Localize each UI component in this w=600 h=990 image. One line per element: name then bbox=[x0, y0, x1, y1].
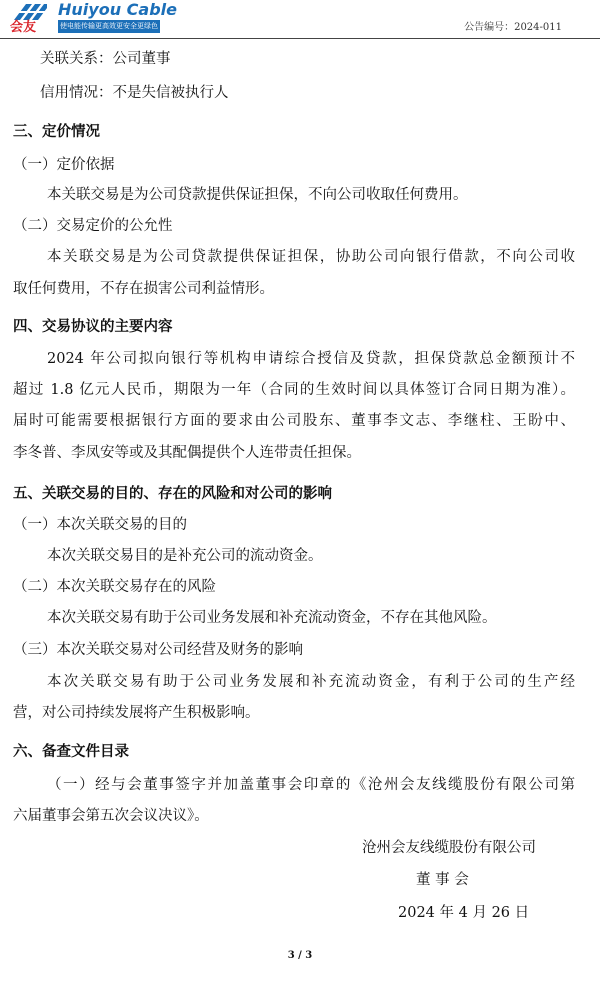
section-6-heading: 六、备查文件目录 bbox=[13, 744, 129, 760]
section-3-sub2-heading: （二）交易定价的公允性 bbox=[13, 218, 173, 234]
signature-company: 沧州会友线缆股份有限公司 bbox=[362, 840, 536, 856]
section-4-line1: 2024 年公司拟向银行等机构申请综合授信及贷款，担保贷款总金额预计不 bbox=[47, 351, 575, 367]
section-4-line4: 李冬普、李凤安等或及其配偶提供个人连带责任担保。 bbox=[13, 445, 361, 461]
section-3-sub1-text: 本关联交易是为公司贷款提供保证担保，不向公司收取任何费用。 bbox=[47, 187, 468, 203]
logo-slogan: 使电能传输更高效更安全更绿色 bbox=[58, 20, 160, 33]
section-3-sub2-text-line2: 取任何费用，不存在损害公司利益情形。 bbox=[13, 281, 274, 297]
company-logo bbox=[8, 0, 177, 36]
section-4-line2: 超过 1.8 亿元人民币，期限为一年（合同的生效时间以具体签订合同日期为准）。 bbox=[13, 382, 575, 398]
page-header bbox=[0, 0, 600, 44]
logo-wordmark: Huiyou Cable bbox=[58, 0, 177, 19]
section-5-sub3-heading: （三）本次关联交易对公司经营及财务的影响 bbox=[13, 642, 303, 658]
section-3-heading: 三、定价情况 bbox=[13, 124, 100, 140]
header-divider bbox=[0, 38, 600, 39]
section-4-line3: 届时可能需要根据银行方面的要求由公司股东、董事李文志、李继柱、王盼中、 bbox=[13, 413, 575, 429]
section-4-heading: 四、交易协议的主要内容 bbox=[13, 319, 173, 335]
section-5-sub2-text: 本次关联交易有助于公司业务发展和补充流动资金，不存在其他风险。 bbox=[47, 610, 497, 626]
section-6-line2: 六届董事会第五次会议决议》。 bbox=[13, 808, 209, 824]
section-5-sub1-heading: （一）本次关联交易的目的 bbox=[13, 517, 187, 533]
notice-number: 公告编号：2024-011 bbox=[464, 22, 562, 33]
section-6-line1: （一）经与会董事签字并加盖董事会印章的《沧州会友线缆股份有限公司第 bbox=[47, 777, 575, 793]
logo-emblem-icon bbox=[12, 2, 48, 22]
section-5-sub3-text-line1: 本次关联交易有助于公司业务发展和补充流动资金，有利于公司的生产经 bbox=[47, 674, 575, 690]
section-5-sub2-heading: （二）本次关联交易存在的风险 bbox=[13, 579, 216, 595]
related-relation: 关联关系：公司董事 bbox=[40, 51, 171, 67]
section-5-sub3-text-line2: 营，对公司持续发展将产生积极影响。 bbox=[13, 705, 260, 721]
section-3-sub1-heading: （一）定价依据 bbox=[13, 157, 115, 173]
signature-date: 2024 年 4 月 26 日 bbox=[398, 905, 530, 921]
credit-status: 信用情况：不是失信被执行人 bbox=[40, 85, 229, 101]
logo-emblem bbox=[8, 2, 52, 36]
section-3-sub2-text-line1: 本关联交易是为公司贷款提供保证担保，协助公司向银行借款，不向公司收 bbox=[47, 249, 575, 265]
section-5-heading: 五、关联交易的目的、存在的风险和对公司的影响 bbox=[13, 486, 332, 502]
signature-board: 董 事 会 bbox=[416, 872, 469, 888]
logo-cn-name: 会友 bbox=[10, 20, 37, 35]
section-5-sub1-text: 本次关联交易目的是补充公司的流动资金。 bbox=[47, 548, 323, 564]
page-number: 3 / 3 bbox=[287, 950, 313, 961]
